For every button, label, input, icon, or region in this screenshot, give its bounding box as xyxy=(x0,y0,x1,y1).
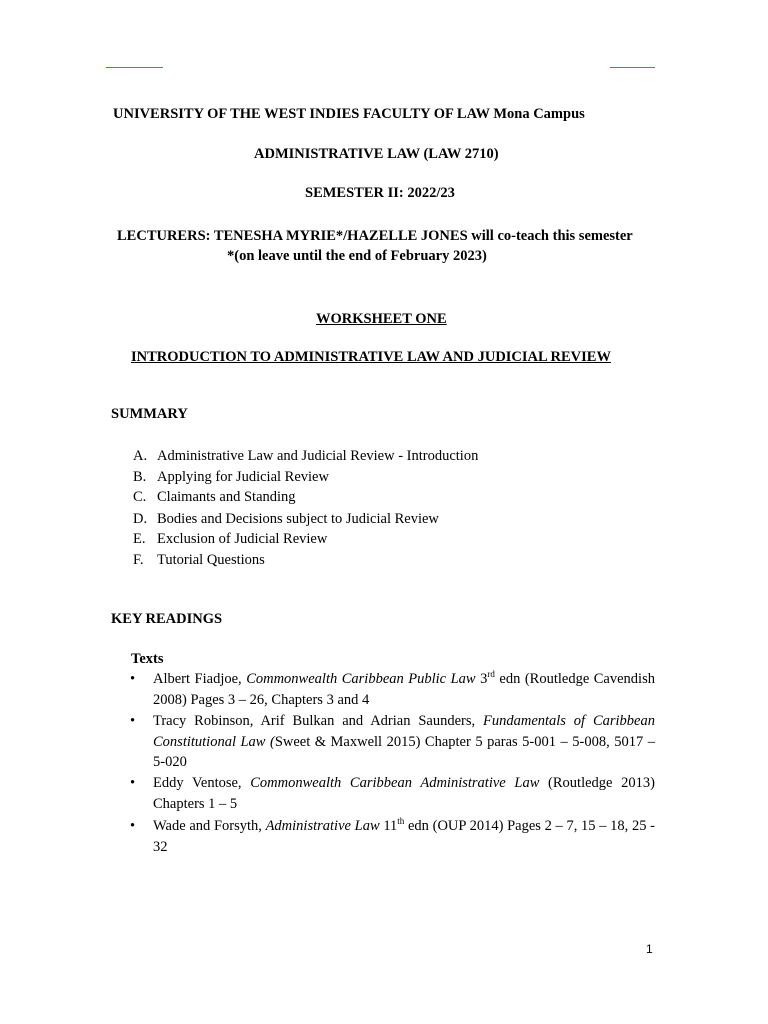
list-item-text: Administrative Law and Judicial Review - Introduction xyxy=(157,448,479,464)
reading-author: Tracy Robinson, Arif Bulkan and Adrian Saunders, xyxy=(153,713,483,729)
reading-title: Fundamentals of Caribbean Constitutional Law ( xyxy=(153,713,655,750)
university-heading: UNIVERSITY OF THE WEST INDIES FACULTY OF LAW Mona Campus xyxy=(113,106,585,122)
lecturers-names: LECTURERS: TENESHA MYRIE*/HAZELLE JONES xyxy=(117,228,468,244)
page-number: 1 xyxy=(646,942,653,956)
reading-author: Eddy Ventose, xyxy=(153,775,251,791)
reading-title: Commonwealth Caribbean Public Law xyxy=(246,671,476,687)
bullet-icon: • xyxy=(130,713,136,729)
reading-details-rest: edn (Routledge Cavendish 2008) Pages 3 – 26, Chapters 3 and 4 xyxy=(153,671,655,708)
reading-superscript: th xyxy=(397,816,405,827)
reading-entry xyxy=(153,773,655,814)
reading-details-rest: edn (OUP 2014) Pages 2 – 7, 15 – 18, 25 - 32 xyxy=(153,818,655,855)
reading-details: 11 xyxy=(379,818,398,834)
list-marker: C. xyxy=(133,489,147,505)
worksheet-subtitle: INTRODUCTION TO ADMINISTRATIVE LAW AND JUDICIAL REVIEW xyxy=(131,349,611,365)
list-item-text: Bodies and Decisions subject to Judicial Review xyxy=(157,511,439,527)
list-item-text: Claimants and Standing xyxy=(157,489,296,505)
bullet-icon: • xyxy=(130,775,136,791)
list-marker: A. xyxy=(133,448,148,464)
list-marker: D. xyxy=(133,511,148,527)
summary-heading: SUMMARY xyxy=(111,406,188,422)
header-rule-left xyxy=(106,67,163,68)
list-marker: B. xyxy=(133,469,147,485)
reading-superscript: rd xyxy=(487,669,495,680)
reading-details: Sweet & Maxwell 2015) Chapter 5 paras 5-001 – 5-008, 5017 – 5-020 xyxy=(153,733,655,770)
reading-title: Administrative Law xyxy=(265,818,380,834)
semester-heading: SEMESTER II: 2022/23 xyxy=(305,185,455,201)
worksheet-title: WORKSHEET ONE xyxy=(316,311,447,327)
course-heading: ADMINISTRATIVE LAW (LAW 2710) xyxy=(254,146,499,162)
lecturers-note: will co-teach this semester xyxy=(467,228,633,244)
bullet-icon: • xyxy=(130,818,136,834)
list-item-text: Tutorial Questions xyxy=(157,552,265,568)
reading-entry xyxy=(153,711,655,773)
bullet-icon: • xyxy=(130,671,136,687)
reading-entry xyxy=(153,669,655,710)
reading-title: Commonwealth Caribbean Administrative Law xyxy=(250,775,540,791)
texts-label: Texts xyxy=(131,651,164,667)
reading-details: 3 xyxy=(475,671,488,687)
reading-author: Albert Fiadjoe, xyxy=(153,671,247,687)
reading-details: (Routledge 2013) Chapters 1 – 5 xyxy=(153,775,655,812)
header-rule-right xyxy=(610,67,655,68)
list-marker: E. xyxy=(133,531,146,547)
list-marker: F. xyxy=(133,552,144,568)
lecturers-line xyxy=(117,227,633,245)
reading-author: Wade and Forsyth, xyxy=(153,818,266,834)
reading-entry xyxy=(153,816,655,857)
list-item-text: Exclusion of Judicial Review xyxy=(157,531,328,547)
list-item-text: Applying for Judicial Review xyxy=(157,469,329,485)
key-readings-heading: KEY READINGS xyxy=(111,611,223,627)
leave-note: *(on leave until the end of February 2023) xyxy=(227,248,487,264)
